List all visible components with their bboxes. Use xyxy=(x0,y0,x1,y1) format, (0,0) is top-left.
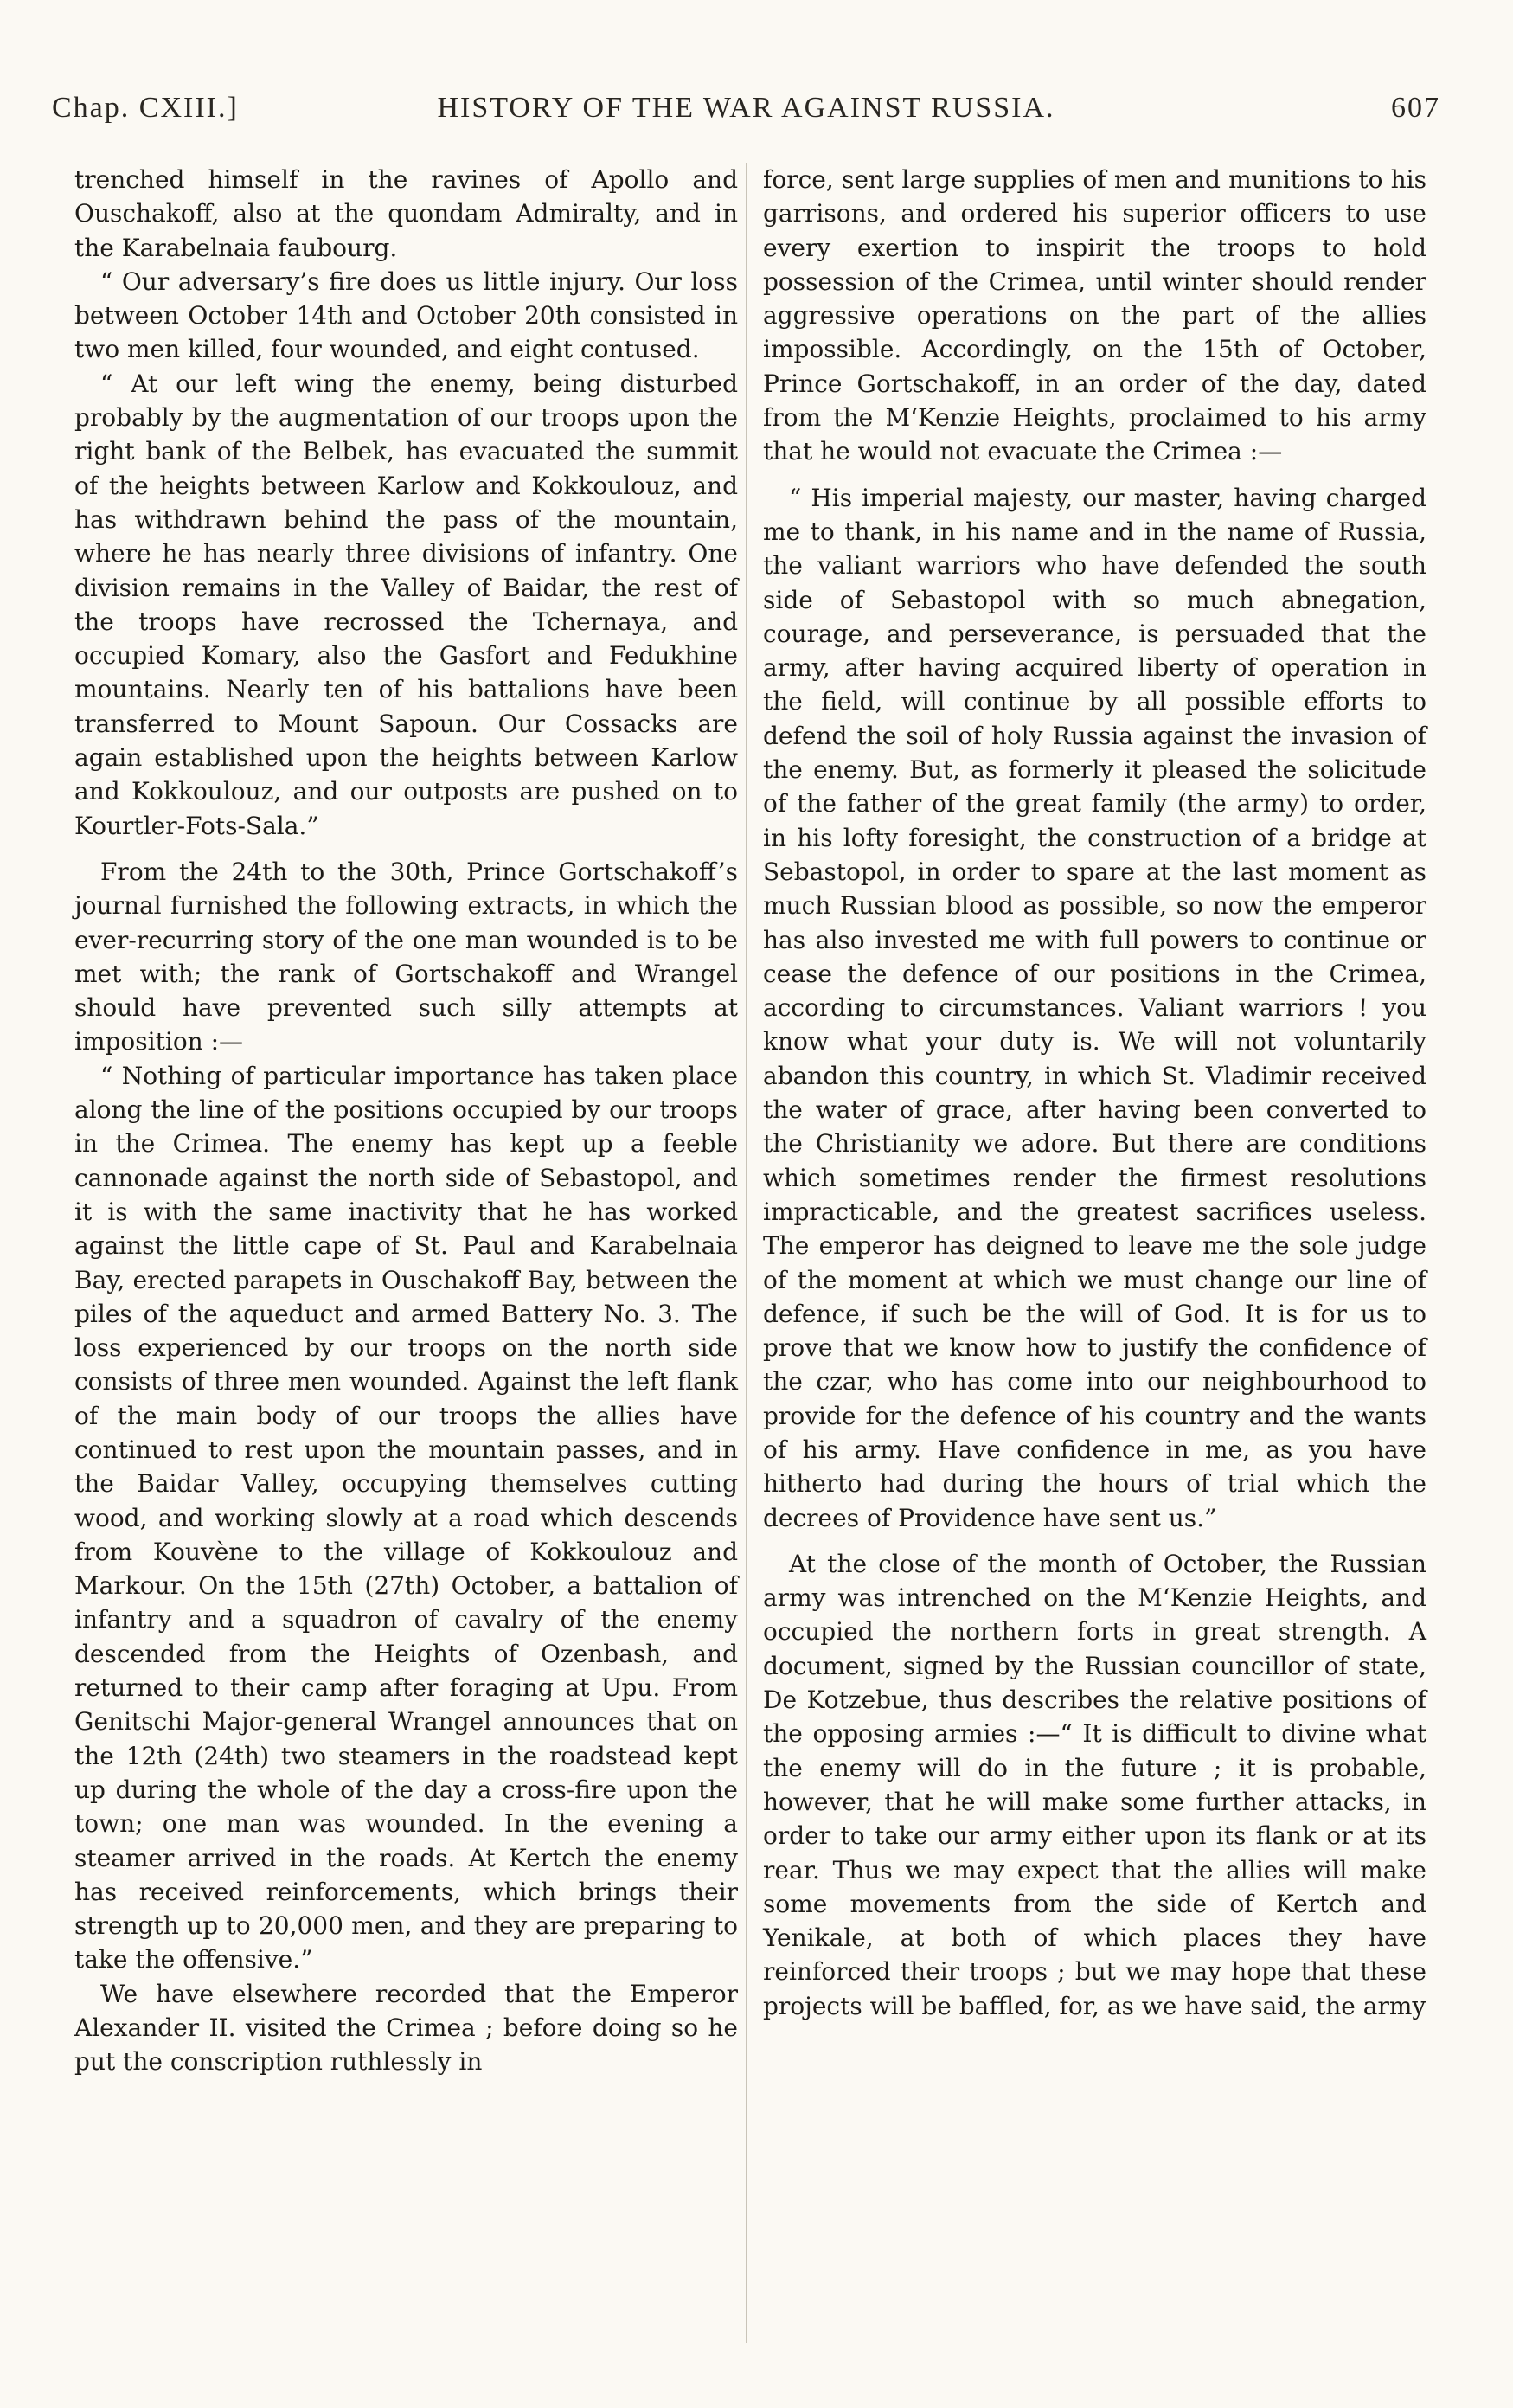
paragraph: “ At our left wing the enemy, being disturbed probably by the augmentation of our troops upon the right bank of the Belbek, has evacuated the summit of the heights between Karlow and Kokkoulouz, and has withdrawn behind the pass of the mountain, where he has nearly three divisions of infantry. One division remains in the Valley of Baidar, the rest of the troops have recrossed the Tchernaya, and occupied Komary, also the Gasfort and Fedukhine mountains. Nearly ten of his battalions have been transferred to Mount Sapoun. Our Cossacks are again established upon the heights between Karlow and Kokkoulouz, and our outposts are pushed on to Kourtler-Fots-Sala.” xyxy=(74,369,738,840)
chapter-label: Chap. CXIII.] xyxy=(52,92,239,124)
paragraph: At the close of the month of October, the Russian army was intrenched on the M‘Kenzie Heights, and occupied the northern forts in great strength. A document, signed by the Russian councillor of state, De Kotzebue, thus describes the relative positions of the opposing armies :—“ It is difficult to divine what the enemy will do in the future ; it is probable, however, that he will make some further attacks, in order to take our army either upon its flank or at its rear. Thus we may expect that the allies will make some movements from the side of Kertch and Yenikale, at both of which places they have reinforced their troops ; but we may hope that these projects will be baffled, for, as we have said, the army xyxy=(763,1549,1426,2020)
right-column xyxy=(763,163,1426,2023)
paragraph: “ Nothing of particular importance has taken place along the line of the positions occupied by our troops in the Crimea. The enemy has kept up a feeble cannonade against the north side of Sebastopol, and it is with the same inactivity that he has worked against the little cape of St. Paul and Karabelnaia Bay, erected parapets in Ouschakoff Bay, between the piles of the aqueduct and armed Battery No. 3. The loss experienced by our troops on the north side consists of three men wounded. Against the left flank of the main body of our troops the allies have continued to rest upon the mountain passes, and in the Baidar Valley, occupying themselves cutting wood, and working slowly at a road which descends from Kouvène to the village of Kokkoulouz and Markour. On the 15th (27th) October, a battalion of infantry and a squadron of cavalry of the enemy descended from the Heights of Ozenbash, and returned to their camp after foraging at Upu. From Genitschi Major-general Wrangel announces that on the 12th (24th) two steamers in the roadstead kept up during the whole of the day a cross-fire upon the town; one man was wounded. In the evening a steamer arrived in the roads. At Kertch the enemy has received reinforcements, which brings their strength up to 20,000 men, and they are preparing to take the offensive.” xyxy=(74,1061,738,1975)
paragraph: “ His imperial majesty, our master, having charged me to thank, in his name and in the name of Russia, the valiant warriors who have defended the south side of Sebastopol with so much abnegation, courage, and perseverance, is persuaded that the army, after having acquired liberty of operation in the field, will continue by all possible efforts to defend the soil of holy Russia against the invasion of the enemy. But, as formerly it pleased the solicitude of the father of the great family (the army) to order, in his lofty foresight, the construction of a bridge at Sebastopol, in order to spare at the last moment as much Russian blood as possible, so now the emperor has also invested me with full powers to continue or cease the defence of our positions in the Crimea, according to circumstances. Valiant warriors ! you know what your duty is. We will not voluntarily abandon this country, in which St. Vladimir received the water of grace, after having been converted to the Christianity we adore. But there are conditions which sometimes render the firmest resolutions impracticable, and the greatest sacrifices useless. The emperor has deigned to leave me the sole judge of the moment at which we must change our line of defence, if such be the will of God. It is for us to prove that we know how to justify the confidence of the czar, who has come into our neighbourhood to provide for the defence of his country and the wants of his army. Have confidence in me, as you have hitherto had during the hours of trial which the decrees of Providence have sent us.” xyxy=(763,483,1426,1532)
running-header xyxy=(52,92,1440,130)
paragraph: “ Our adversary’s fire does us little injury. Our loss between October 14th and October 20th consisted in two men killed, four wounded, and eight contused. xyxy=(74,266,738,364)
page-number: 607 xyxy=(1391,92,1440,124)
running-title: HISTORY OF THE WAR AGAINST RUSSIA. xyxy=(437,92,1055,124)
column-divider xyxy=(746,163,747,2343)
left-column xyxy=(74,163,738,2079)
paragraph: force, sent large supplies of men and munitions to his garrisons, and ordered his superior officers to use every exertion to inspirit the troops to hold possession of the Crimea, until winter should render aggressive operations on the part of the allies impossible. Accordingly, on the 15th of October, Prince Gortschakoff, in an order of the day, dated from the M‘Kenzie Heights, proclaimed to his army that he would not evacuate the Crimea :— xyxy=(763,165,1426,466)
paragraph: We have elsewhere recorded that the Emperor Alexander II. visited the Crimea ; before doing so he put the conscription ruthlessly in xyxy=(74,1979,738,2077)
paragraph: trenched himself in the ravines of Apollo and Ouschakoff, also at the quondam Admiralty, and in the Karabelnaia faubourg. xyxy=(74,165,738,262)
paragraph: From the 24th to the 30th, Prince Gortschakoff’s journal furnished the following extracts, in which the ever-recurring story of the one man wounded is to be met with; the rank of Gortschakoff and Wrangel should have prevented such silly attempts at imposition :— xyxy=(74,857,738,1056)
